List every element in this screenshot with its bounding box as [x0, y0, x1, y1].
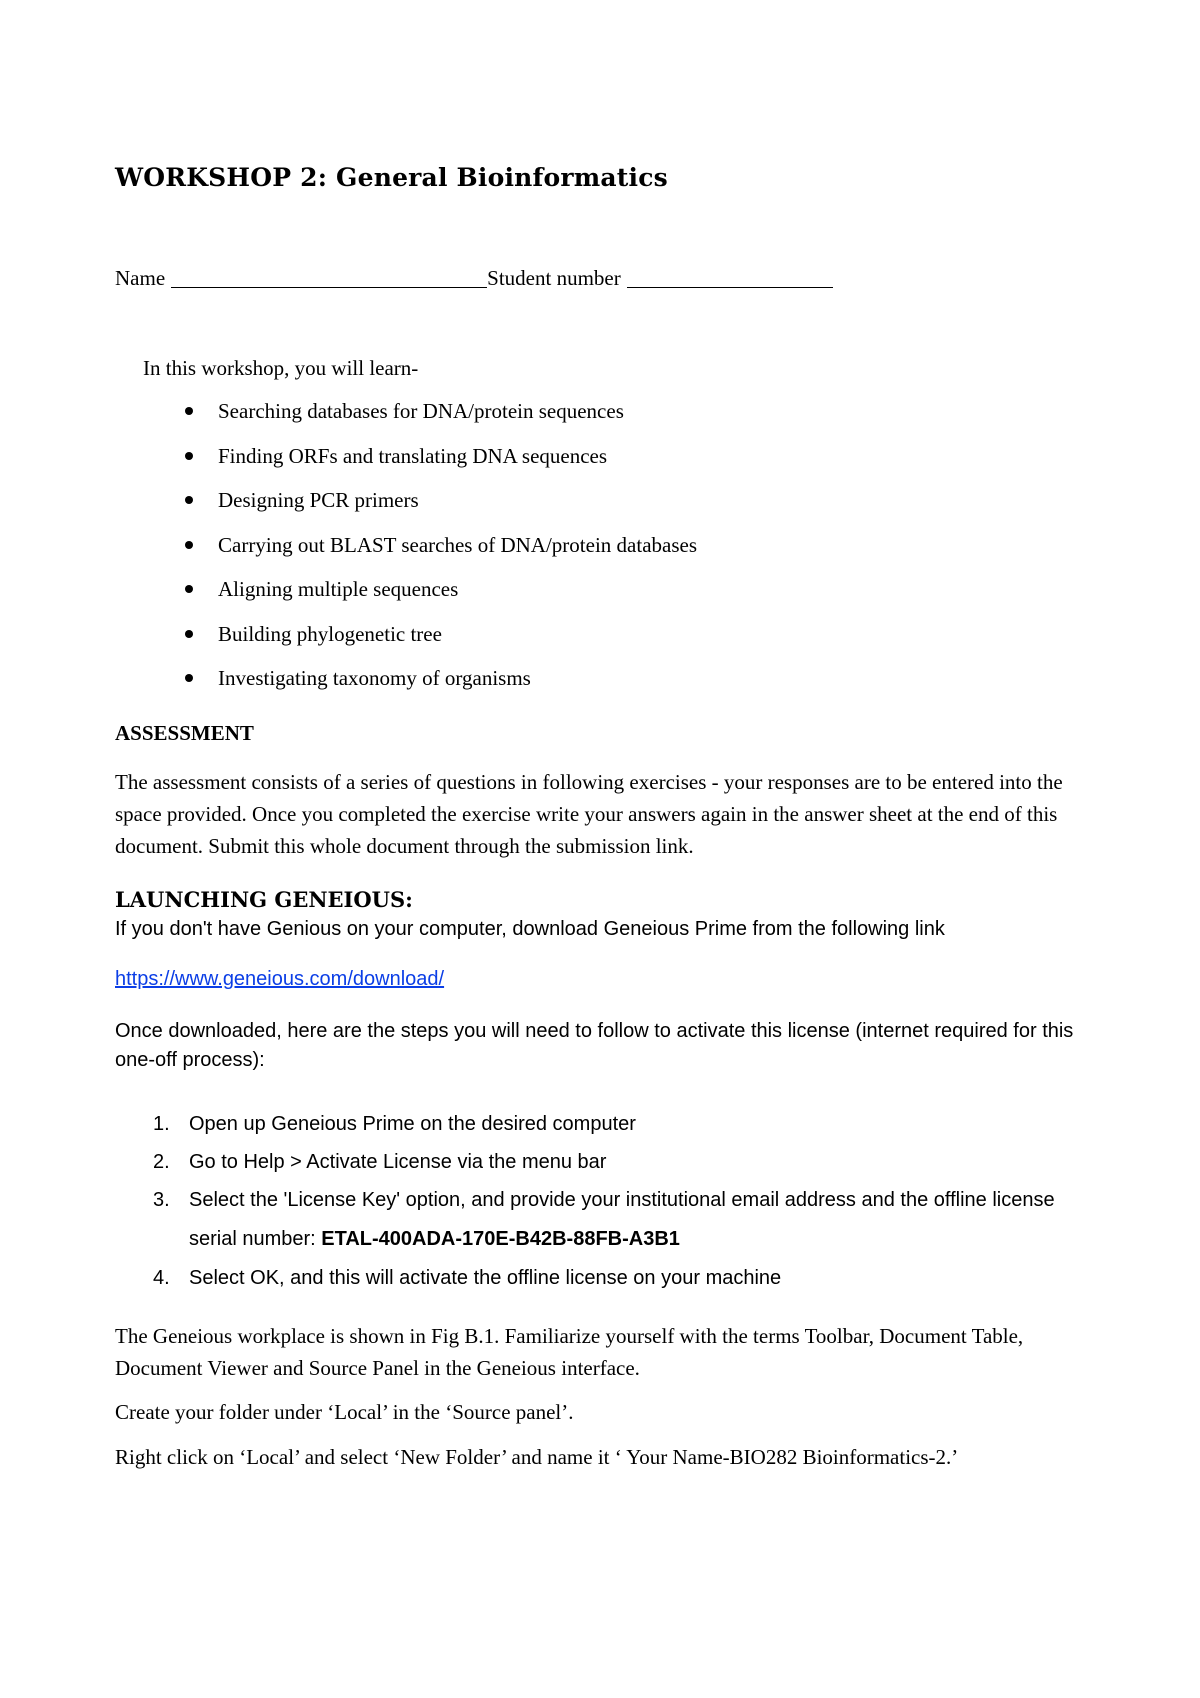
bullet-icon	[185, 585, 193, 593]
steps-intro-text: Once downloaded, here are the steps you will need to follow to activate this license (internet required for this one-off process):	[115, 1020, 1074, 1071]
download-text: If you don't have Genious on your computer, download Geneious Prime from the following link	[115, 918, 945, 940]
list-item: 2. Go to Help > Activate License via the menu bar	[153, 1151, 607, 1173]
student-number-label: Student number	[487, 266, 621, 290]
student-number-blank-line	[627, 269, 833, 288]
list-item: Finding ORFs and translating DNA sequences	[185, 443, 697, 488]
right-click-text: Right click on ‘Local’ and select ‘New Folder’ and name it ‘ Your Name-BIO282 Bioinformatics-2.’	[115, 1445, 959, 1469]
assessment-heading: ASSESSMENT	[115, 721, 254, 745]
launching-heading: LAUNCHING GENEIOUS:	[115, 887, 413, 912]
name-label: Name	[115, 266, 166, 290]
name-blank-line	[171, 269, 487, 288]
list-item: Carrying out BLAST searches of DNA/protein databases	[185, 532, 697, 577]
create-folder-text: Create your folder under ‘Local’ in the ‘Source panel’.	[115, 1400, 574, 1424]
assessment-text: The assessment consists of a series of questions in following exercises - your responses are to be entered into the space provided. Once you completed the exercise write your answers again in the answer sheet at the end of this document. Submit this whole document through the submission link.	[115, 770, 1063, 858]
bullet-icon	[185, 496, 193, 504]
student-info-form	[115, 266, 833, 291]
list-item: 4. Select OK, and this will activate the offline license on your machine	[153, 1267, 782, 1289]
bullet-icon	[185, 674, 193, 682]
activation-steps-list	[153, 1105, 1093, 1297]
license-serial-number: ETAL-400ADA-170E-B42B-88FB-A3B1	[321, 1228, 680, 1250]
bullet-icon	[185, 541, 193, 549]
topics-list	[185, 398, 697, 710]
list-item: 1. Open up Geneious Prime on the desired computer	[153, 1113, 636, 1135]
bullet-icon	[185, 452, 193, 460]
bullet-icon	[185, 407, 193, 415]
bullet-icon	[185, 630, 193, 638]
list-item: Aligning multiple sequences	[185, 576, 697, 621]
list-item: Searching databases for DNA/protein sequences	[185, 398, 697, 443]
intro-text: In this workshop, you will learn-	[143, 356, 419, 380]
list-item: Investigating taxonomy of organisms	[185, 665, 697, 710]
list-item: Designing PCR primers	[185, 487, 697, 532]
download-link[interactable]: https://www.geneious.com/download/	[115, 968, 445, 990]
list-item: Building phylogenetic tree	[185, 621, 697, 666]
page-title: WORKSHOP 2: General Bioinformatics	[115, 163, 668, 192]
workplace-text: The Geneious workplace is shown in Fig B.1. Familiarize yourself with the terms Toolbar, Document Table, Document Viewer and Source Panel in the Geneious interface.	[115, 1324, 1024, 1380]
list-item: 3. Select the 'License Key' option, and provide your institutional email address and the offline license serial number: ETAL-400ADA-170E-B42B-88FB-A3B1	[153, 1189, 1055, 1250]
